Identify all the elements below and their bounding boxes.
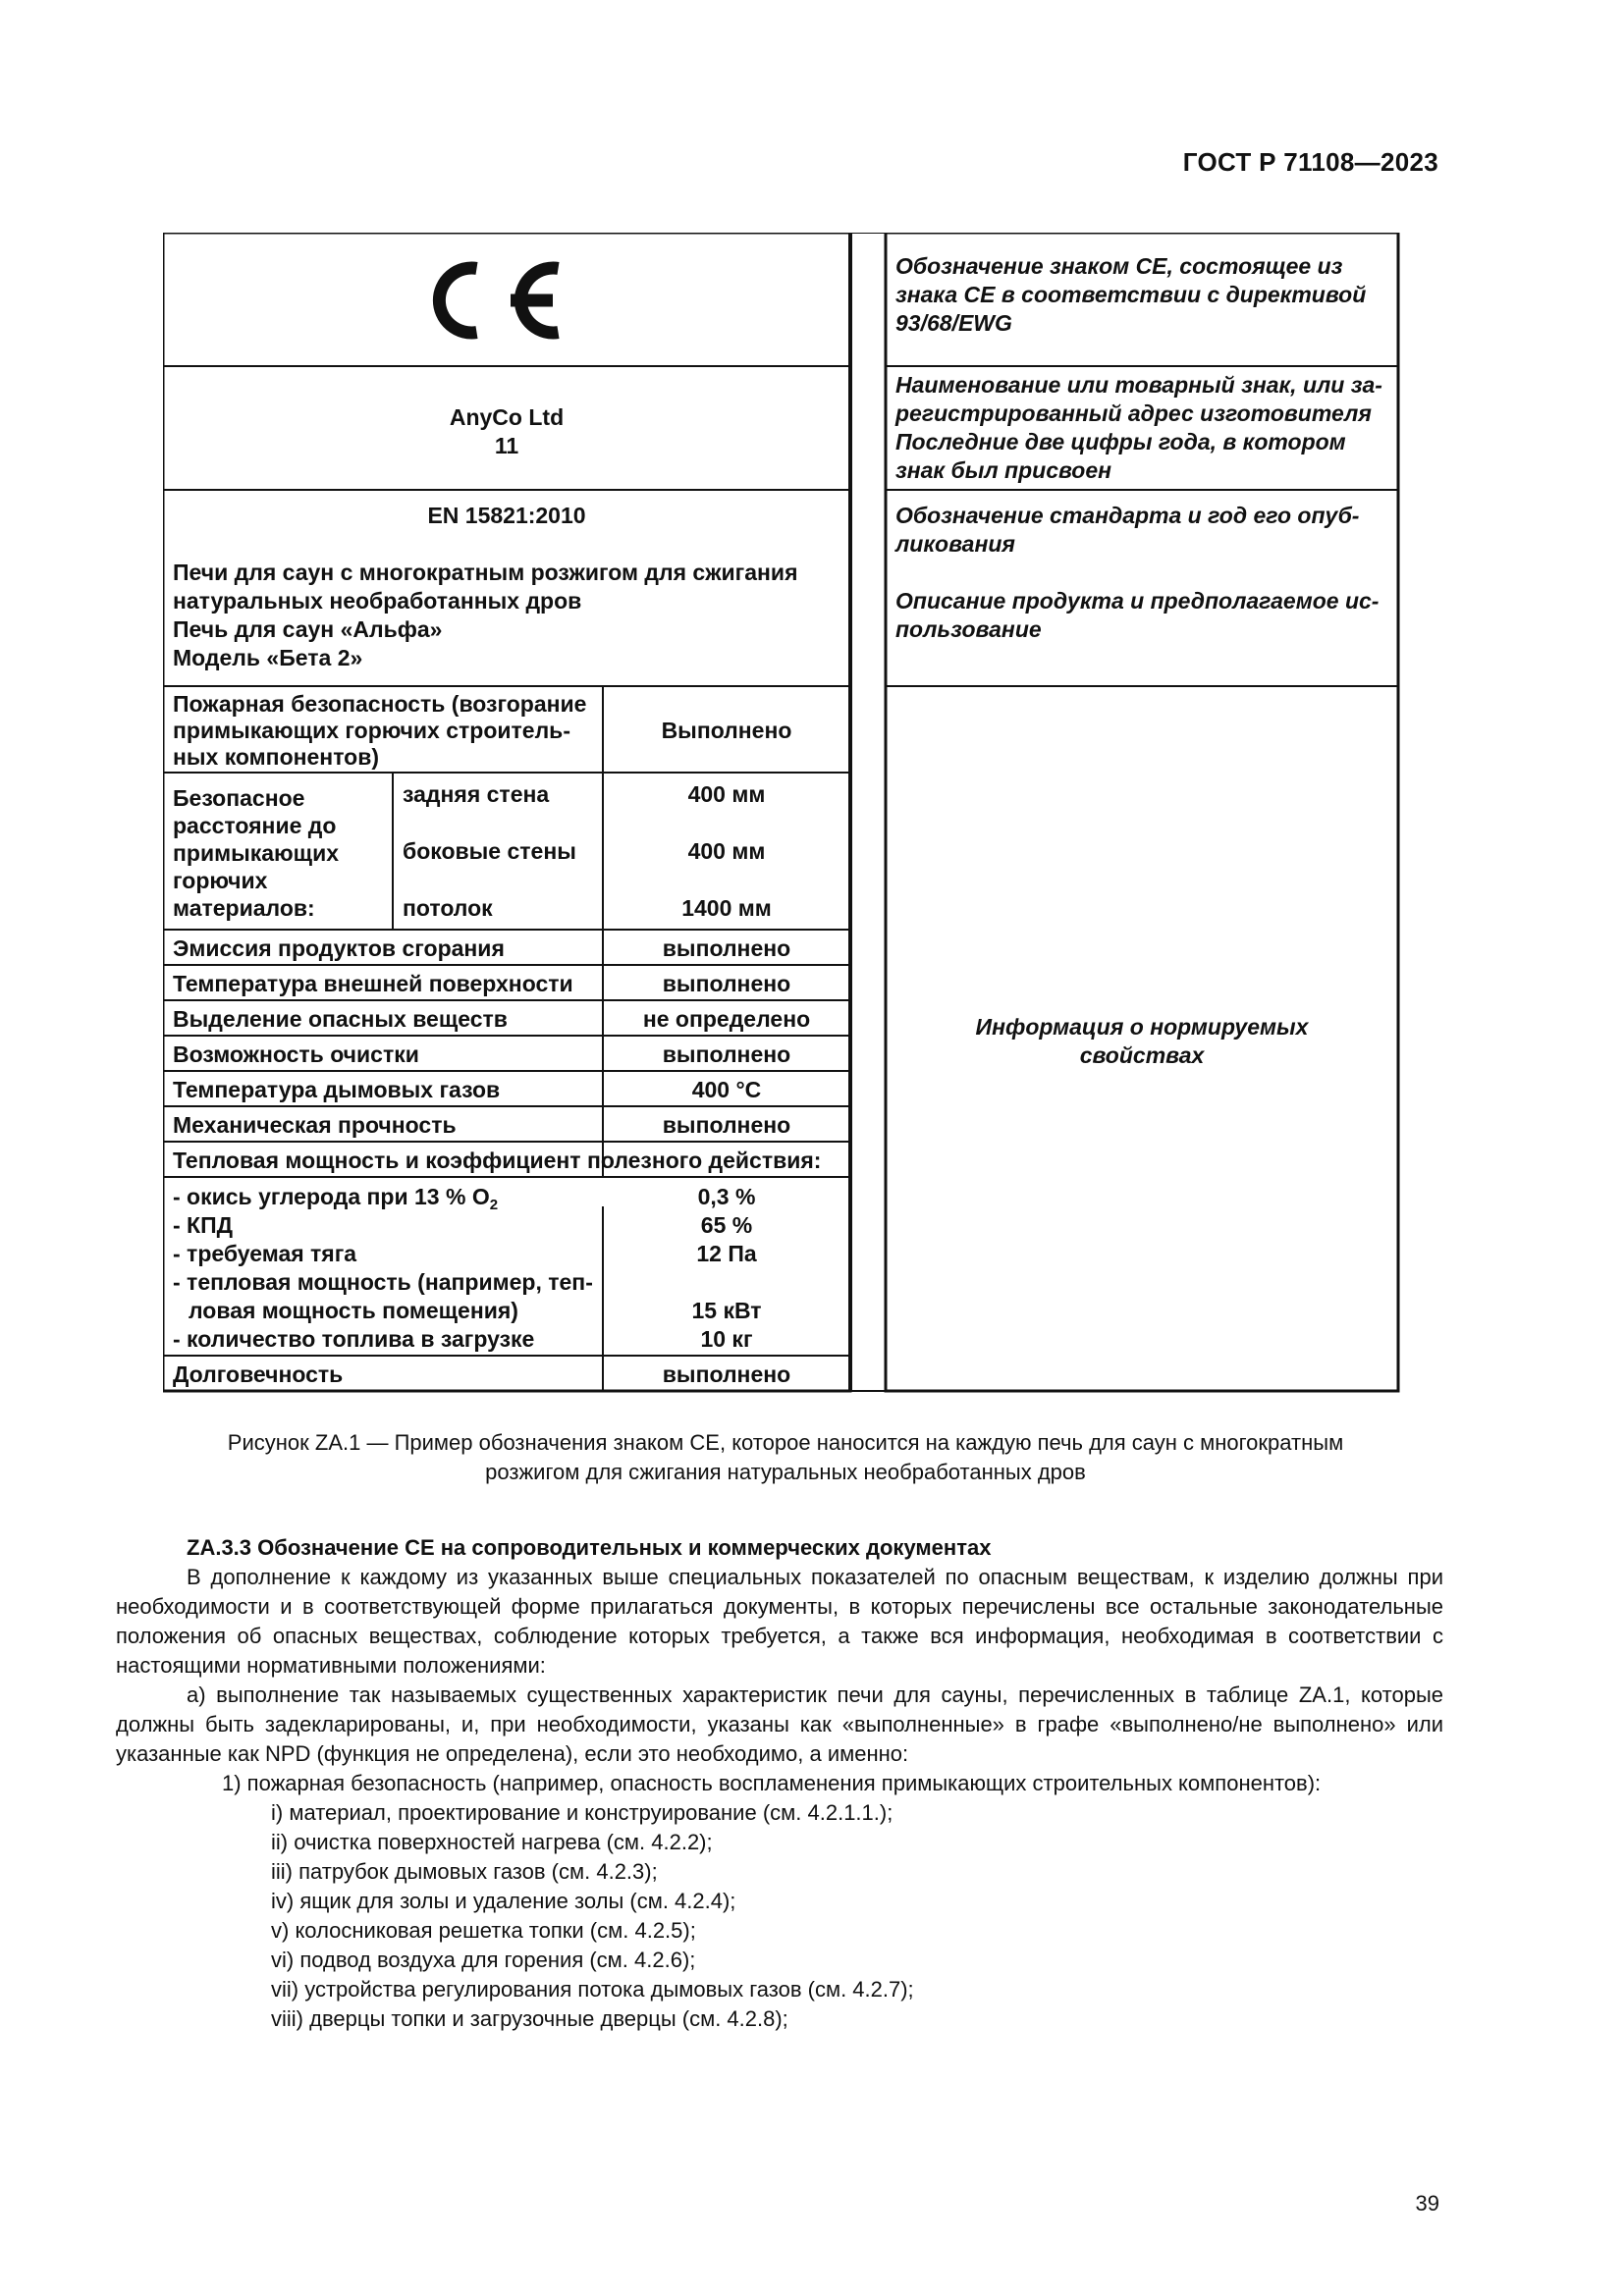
figure-canvas [163, 233, 1400, 1393]
product-description-line: Печь для саун «Альфа» [173, 616, 443, 642]
label-ce-line: знака CE в соответствии с директивой [895, 282, 1367, 307]
product-standard: EN 15821:2010 [427, 503, 586, 528]
thermal-fuel-value: 10 кг [700, 1326, 753, 1352]
durability-value: выполнено [662, 1362, 791, 1387]
fire-safety-label-line: примыкающих горючих строитель- [173, 718, 570, 743]
page-number: 39 [1415, 2191, 1439, 2216]
figure-caption [128, 1428, 1443, 1487]
manufacturer-name: AnyCo Ltd [449, 404, 565, 430]
thermal-power-label-line: - тепловая мощность (например, теп- [173, 1269, 593, 1295]
list-item-a: а) выполнение так называемых существенных характеристик печи для сауны, перечисленных в таблице ZA.1, которые должны быть задекларированы, и, при необходимости, указаны как «выполненные» в графе «выполнено/не выполнено» или указанные как NPD (функция не определена), если это необходимо, а именно: [116, 1682, 1443, 1766]
thermal-power-value: 15 кВт [691, 1298, 762, 1323]
thermal-draught-label: - требуемая тяга [173, 1241, 357, 1266]
label-manufacturer-line: Последние две цифры года, в котором [895, 429, 1346, 454]
property-name: Температура внешней поверхности [173, 971, 573, 996]
sub-list-item: iv) ящик для золы и удаление золы (см. 4.2.4); [271, 1889, 736, 1913]
product-description-line: Печи для саун с многократным розжигом для сжигания [173, 560, 798, 585]
fire-safety-label-line: ных компонентов) [173, 744, 380, 770]
safe-distance-label-line: материалов: [173, 895, 315, 921]
figure-caption-line: розжигом для сжигания натуральных необработанных дров [485, 1460, 1086, 1484]
distance-name: потолок [403, 895, 493, 921]
ce-marking-figure [163, 233, 1400, 1393]
durability-name: Долговечность [173, 1362, 344, 1387]
sub-list-item: v) колосниковая решетка топки (см. 4.2.5); [271, 1918, 696, 1943]
manufacturer-year: 11 [494, 433, 519, 458]
safe-distance-label-line: Безопасное [173, 785, 305, 811]
property-name: Выделение опасных веществ [173, 1006, 508, 1032]
property-value: выполнено [662, 1041, 791, 1067]
distance-value: 1400 мм [681, 895, 772, 921]
sub-list-item: iii) патрубок дымовых газов (см. 4.2.3); [271, 1859, 658, 1884]
sub-list-item: viii) дверцы топки и загрузочные дверцы (см. 4.2.8); [271, 2006, 788, 2031]
property-value: выполнено [662, 971, 791, 996]
sub-list-item: vii) устройства регулирования потока дымовых газов (см. 4.2.7); [271, 1977, 914, 2002]
section-heading: ZA.3.3 Обозначение CE на сопроводительных и коммерческих документах [187, 1535, 992, 1560]
thermal-draught-value: 12 Па [696, 1241, 757, 1266]
standard-number: ГОСТ Р 71108—2023 [1182, 147, 1438, 177]
ce-mark [439, 268, 558, 333]
sub-list-item: vi) подвод воздуха для горения (см. 4.2.6); [271, 1948, 696, 1972]
distance-name: боковые стены [403, 838, 576, 864]
property-name: Механическая прочность [173, 1112, 457, 1138]
product-description-line: натуральных необработанных дров [173, 588, 582, 614]
label-product-line: Описание продукта и предполагаемое ис- [895, 588, 1380, 614]
safe-distance-label-line: примыкающих [173, 840, 340, 866]
property-name: Возможность очистки [173, 1041, 419, 1067]
label-properties-line: Информация о нормируемых [975, 1014, 1309, 1040]
sub-list [116, 1798, 1443, 2034]
safe-distance-label-line: горючих [173, 868, 268, 893]
property-name: Эмиссия продуктов сгорания [173, 935, 505, 961]
label-product-line: пользование [895, 616, 1042, 642]
fire-safety-value: Выполнено [661, 718, 792, 743]
thermal-co-value: 0,3 % [697, 1184, 756, 1209]
thermal-efficiency-label: - КПД [173, 1212, 234, 1238]
label-ce-line: Обозначение знаком CE, состоящее из [895, 253, 1343, 279]
ce-letter-c [439, 268, 476, 333]
property-value: 400 °С [691, 1077, 762, 1102]
section-paragraph: В дополнение к каждому из указанных выше специальных показателей по опасным веществам, к изделию должны при необходимости и в соответствующей форме прилагаться документы, в которых перечислены все остальные законодательные положения об опасных веществах, соблюдение которых требуется, а также вся информация, необходимая в соответствии с настоящими нормативными положениями: [116, 1565, 1443, 1678]
property-value: выполнено [662, 1112, 791, 1138]
list-item-1: 1) пожарная безопасность (например, опасность воспламенения примыкающих строительных компонентов): [222, 1771, 1322, 1795]
distance-name: задняя стена [403, 781, 550, 807]
property-value: выполнено [662, 935, 791, 961]
label-standard-line: Обозначение стандарта и год его опуб- [895, 503, 1360, 528]
thermal-co-label: - окись углерода при 13 % $O_2$ [173, 1184, 499, 1213]
fire-safety-label-line: Пожарная безопасность (возгорание [173, 691, 587, 717]
label-ce-line: 93/68/EWG [895, 310, 1012, 336]
safe-distance-label-line: расстояние до [173, 813, 337, 838]
thermal-power-label-line: ловая мощность помещения) [189, 1298, 518, 1323]
distance-value: 400 мм [687, 838, 766, 864]
section-za-3-3 [116, 1533, 1443, 2034]
label-standard-line: ликования [895, 531, 1015, 557]
figure-caption-line: Рисунок ZA.1 — Пример обозначения знаком CE, которое наносится на каждую печь для саун с многократным [227, 1430, 1344, 1455]
thermal-fuel-label: - количество топлива в загрузке [173, 1326, 535, 1352]
label-manufacturer-line: регистрированный адрес изготовителя [895, 400, 1372, 426]
property-name: Температура дымовых газов [173, 1077, 501, 1102]
thermal-efficiency-value: 65 % [700, 1212, 753, 1238]
sub-list-item: i) материал, проектирование и конструирование (см. 4.2.1.1.); [271, 1800, 893, 1825]
thermal-heading: Тепловая мощность и коэффициент полезного действия: [173, 1148, 822, 1173]
label-manufacturer-line: знак был присвоен [895, 457, 1112, 483]
label-properties-line: свойствах [1079, 1042, 1205, 1068]
property-value: не определено [642, 1006, 811, 1032]
distance-value: 400 мм [687, 781, 766, 807]
product-description-line: Модель «Бета 2» [173, 645, 363, 670]
sub-list-item: ii) очистка поверхностей нагрева (см. 4.2.2); [271, 1830, 713, 1854]
label-manufacturer-line: Наименование или товарный знак, или за- [895, 372, 1382, 398]
